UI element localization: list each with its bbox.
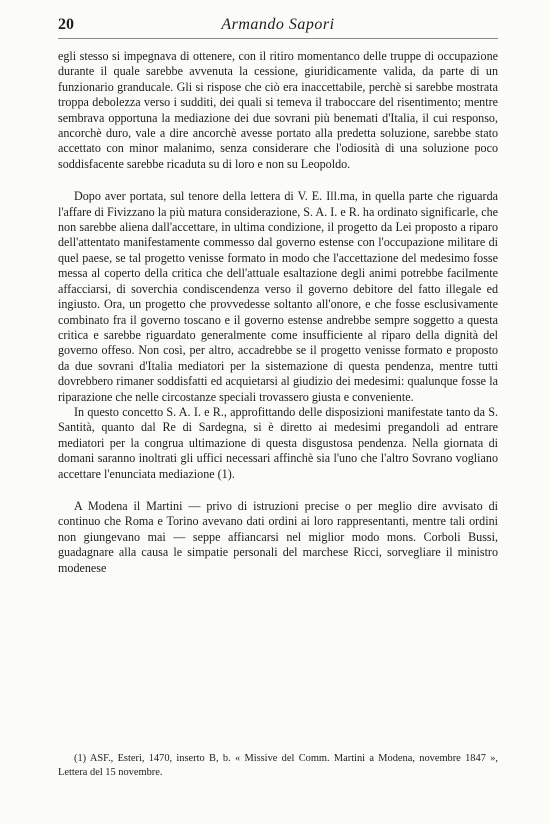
page-number: 20 (58, 16, 74, 33)
running-head (58, 14, 498, 39)
quoted-letter-paragraph-2: In questo concetto S. A. I. e R., approfittando delle disposizioni manifestate tanto da S. Santità, quanto dal Re di Sardegna, si è diretto ai medesimi pregandoli ad entrare mediatori per la congrua ultimazione di questa disgustosa pendenza. Nella giornata di domani saranno inoltrati gli uffici necessari affinchè sia l'uno che l'altro Sovrano vogliano accettare l'enunciata mediazione (1). (58, 404, 498, 481)
running-title: Armando Sapori (221, 16, 335, 33)
body-text (58, 49, 498, 576)
paragraph-modena: A Modena il Martini — privo di istruzioni precise o per meglio dire avvisato di continuo che Roma e Torino avevano dati ordini ai loro rappresentanti, mentre tali ordini non giungevano mai — seppe affiancarsi nel miglior modo mons. Corboli Bussi, guadagnare alla causa le simpatie personali del marchese Ricci, sorvegliare il ministro modenese (58, 498, 498, 575)
footnote: (1) ASF., Esteri, 1470, inserto B, b. « Missive del Comm. Martini a Modena, novembre 1847 », Lettera del 15 novembre. (58, 753, 498, 778)
quoted-letter-paragraph: Dopo aver portata, sul tenore della lettera di V. E. Ill.ma, in quella parte che riguarda l'affare di Fivizzano la più matura considerazione, S. A. I. e R. ha ordinato significarle, che non sarebbe aliena dall'accettare, in ultima condizione, il progetto da Lei proposto a riparo dell'attentato manifestamente commesso dal governo estense con l'occupazione militare di quel paese, se tal progetto venisse formato in modo che l'accettazione del medesimo fosse messa al coperto della critica che dell'attuale esaltazione degli animi potrebbe facilmente affacciarsi, di soverchia condiscendenza verso il governo debitore del fatto illegale ed ingiusto. Ora, un progetto che provvedesse soltanto all'onore, e che fosse esclusivamente combinato fra il governo toscano e il governo estense andrebbe sempre soggetto a questa critica e sarebbe riguardato generalmente come insufficiente al riparo della dignità del governo offeso. Non così, per altro, accadrebbe se il progetto venisse formato e proposto da due sovrani d'Italia mediatori per la sistemazione di questa pendenza, mentre tutti dovrebbero rimaner soddisfatti ed acquietarsi al giudizio dei medesimi: qualunque fosse la riparazione che nelle circostanze speciali trovassero giusta e conveniente. (58, 189, 498, 404)
paragraph-continuation: egli stesso si impegnava di ottenere, con il ritiro momentanco delle truppe di occupazione durante il quale sarebbe avvenuta la cessione, giuridicamente valida, da parte di un funzionario granducale. Gli si rispose che ciò era inaccettabile, perchè si sarebbe mostrata troppa debolezza verso i sudditi, dei quali si temeva il traboccare del risentimento; mentre sembrava opportuna la mediazione dei due sovrani più benemati d'Italia, il cui responso, ancorchè duro, vale a dire ancorchè avesse portato alla predetta soluzione, sarebbe stato accettato con minor malanimo, senza considerare che l'odiosità di una soluzione poco soddisfacente sarebbe ricaduta su di loro e non su Leopoldo. (58, 49, 498, 171)
